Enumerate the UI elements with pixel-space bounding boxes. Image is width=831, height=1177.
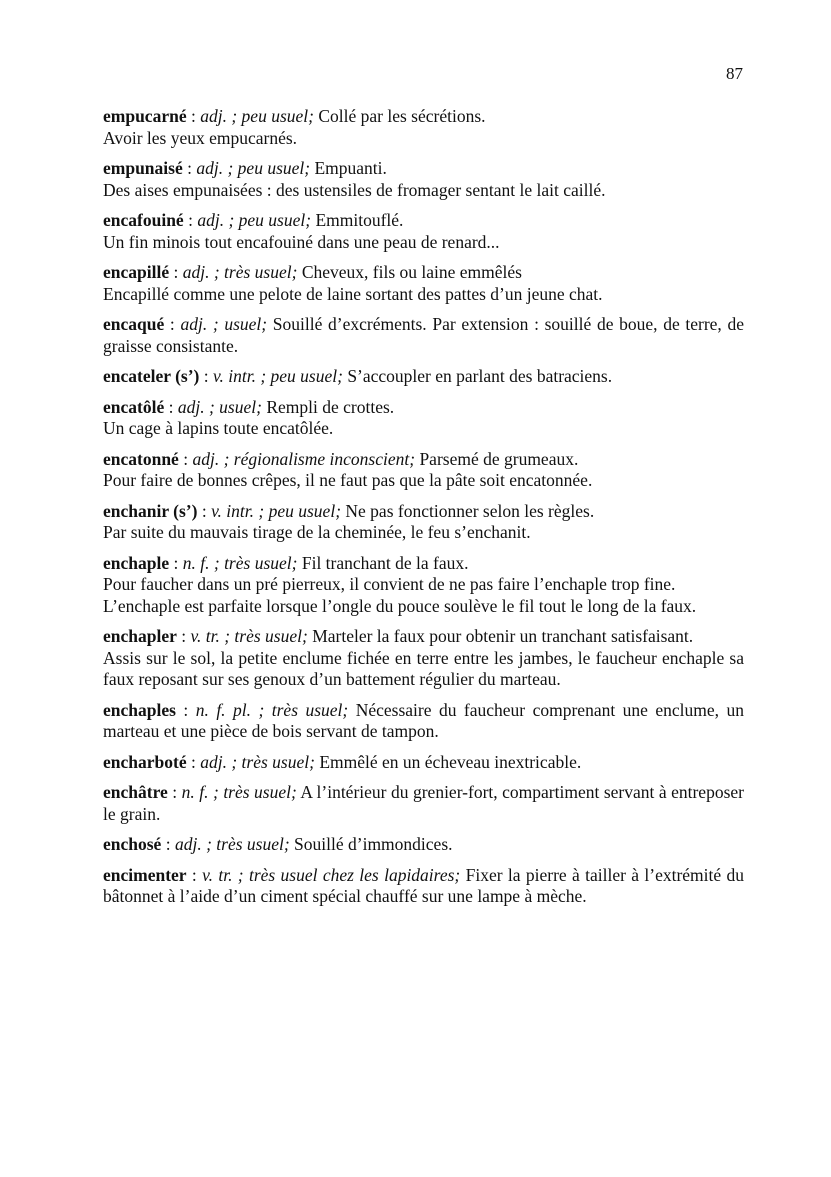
entry-headword: encharboté [103, 751, 187, 772]
entry-grammar: v. tr. ; très usuel; [190, 626, 308, 646]
entry-headword: encafouiné [103, 210, 184, 230]
entry-example: Assis sur le sol, la petite enclume fichée en terre entre les jambes, le faucheur enchaple sa faux reposant sur ses genoux d’un battement régulier du marteau. [103, 647, 744, 689]
entry-grammar: adj. ; peu usuel; [197, 210, 312, 230]
page-number: 87 [726, 64, 743, 83]
entry-grammar: v. intr. ; peu usuel; [213, 366, 343, 386]
dictionary-entry: encafouiné : adj. ; peu usuel; Emmitouflé. Un fin minois tout encafouiné dans une peau de renard... [103, 210, 744, 253]
entry-example: Avoir les yeux empucarnés. [103, 127, 298, 148]
entry-headword: encapillé [103, 262, 170, 282]
dictionary-entry: encharboté : adj. ; très usuel; Emmêlé en un écheveau inextricable. [103, 751, 582, 772]
entry-definition: Parsemé de grumeaux. [419, 448, 579, 469]
entry-definition: Rempli de crottes. [266, 396, 395, 417]
dictionary-entry: encapillé : adj. ; très usuel; Cheveux, fils ou laine emmêlés Encapillé comme une pelote de laine sortant des pattes d’un jeune chat. [103, 262, 744, 305]
entry-headword: enchâtre [103, 782, 168, 802]
entry-headword: encateler (s’) [103, 366, 200, 386]
entry-headword: empucarné [103, 106, 187, 126]
entry-example: Un fin minois tout encafouiné dans une peau de renard... [103, 231, 500, 252]
dictionary-entry: enchanir (s’) : v. intr. ; peu usuel; Ne pas fonctionner selon les règles. Par suite du mauvais tirage de la cheminée, le feu s’enchanit. [103, 501, 744, 544]
entry-definition: Emmitouflé. [315, 210, 404, 230]
entry-headword: encimenter [103, 864, 187, 885]
dictionary-entry: enchaple : n. f. ; très usuel; Fil tranchant de la faux. Pour faucher dans un pré pierreux, il convient de ne pas faire l’enchaple trop fine. L’enchaple est parfaite lorsque l’ongle du pouce soulève le fil tout le long de la faux. [103, 553, 744, 618]
entry-grammar: adj. ; peu usuel; [196, 158, 311, 178]
dictionary-entry: encateler (s’) : v. intr. ; peu usuel; S’accoupler en parlant des batraciens. [103, 366, 613, 386]
entry-grammar: adj. ; usuel; [180, 314, 268, 334]
entry-grammar: adj. ; régionalisme inconscient; [192, 448, 416, 469]
entry-grammar: n. f. ; très usuel; [182, 552, 298, 573]
entry-headword: enchosé [103, 834, 162, 854]
entry-headword: encatonné [103, 448, 179, 469]
entry-definition: A l’intérieur du grenier-fort, compartiment servant à entreposer le grain. [103, 782, 744, 824]
entry-example: Des aises empunaisées : des ustensiles de fromager sentant le lait caillé. [103, 179, 606, 200]
entry-headword: encatôlé [103, 396, 165, 417]
entry-grammar: adj. ; très usuel; [174, 834, 290, 854]
entry-grammar: v. tr. ; très usuel chez les lapidaires; [202, 864, 461, 885]
entry-example: Pour faucher dans un pré pierreux, il convient de ne pas faire l’enchaple trop fine. [103, 574, 676, 594]
entry-definition: Nécessaire du faucheur comprenant une enclume, un marteau et une pièce de bois servant de tampon. [103, 699, 745, 741]
entry-grammar: adj. ; très usuel; [182, 262, 298, 282]
entry-definition: Ne pas fonctionner selon les règles. [345, 500, 595, 521]
entry-list [103, 106, 744, 917]
entry-definition: Fixer la pierre à tailler à l’extrémité du bâtonnet à l’aide d’un ciment spécial chauffé sur une lampe à mèche. [103, 864, 745, 906]
entry-definition: Marteler la faux pour obtenir un tranchant satisfaisant. [312, 626, 694, 646]
entry-definition: Empuanti. [314, 158, 387, 178]
entry-grammar: adj. ; peu usuel; [200, 106, 314, 126]
entry-grammar: v. intr. ; peu usuel; [211, 500, 342, 521]
dictionary-entry: encatôlé : adj. ; usuel; Rempli de crottes. Un cage à lapins toute encatôlée. [103, 397, 744, 440]
entry-definition: Collé par les sécrétions. [318, 106, 486, 126]
entry-definition: S’accoupler en parlant des batraciens. [347, 366, 613, 386]
dictionary-entry: empucarné : adj. ; peu usuel; Collé par les sécrétions. Avoir les yeux empucarnés. [103, 106, 744, 149]
entry-grammar: n. f. pl. ; très usuel; [195, 699, 349, 720]
dictionary-entry: empunaisé : adj. ; peu usuel; Empuanti. Des aises empunaisées : des ustensiles de fromager sentant le lait caillé. [103, 158, 744, 201]
entry-example: Par suite du mauvais tirage de la cheminée, le feu s’enchanit. [103, 522, 531, 542]
dictionary-entry: enchâtre : n. f. ; très usuel; A l’intérieur du grenier-fort, compartiment servant à entreposer le grain. [103, 782, 744, 824]
entry-example: Un cage à lapins toute encatôlée. [103, 418, 334, 438]
entry-grammar: adj. ; très usuel; [200, 751, 315, 772]
entry-definition: Souillé d’immondices. [294, 834, 453, 854]
entry-example: Pour faire de bonnes crêpes, il ne faut pas que la pâte soit encatonnée. [103, 470, 593, 490]
dictionary-entry: encatonné : adj. ; régionalisme inconscient; Parsemé de grumeaux. Pour faire de bonnes crêpes, il ne faut pas que la pâte soit encatonnée. [103, 449, 744, 492]
entry-example: Encapillé comme une pelote de laine sortant des pattes d’un jeune chat. [103, 283, 603, 304]
entry-headword: empunaisé [103, 158, 183, 178]
dictionary-entry: encaqué : adj. ; usuel; Souillé d’excréments. Par extension : souillé de boue, de terre, de graisse consistante. [103, 314, 744, 356]
entry-definition: Fil tranchant de la faux. [301, 552, 469, 573]
entry-definition: Emmêlé en un écheveau inextricable. [319, 751, 582, 772]
dictionary-entry: enchapler : v. tr. ; très usuel; Marteler la faux pour obtenir un tranchant satisfaisant. Assis sur le sol, la petite enclume fichée en terre entre les jambes, le faucheur enchaple sa faux reposant sur ses genoux d’un battement régulier du marteau. [103, 626, 744, 689]
entry-headword: enchaples [103, 699, 176, 720]
entry-grammar: n. f. ; très usuel; [181, 782, 297, 802]
entry-headword: enchanir (s’) [103, 500, 198, 521]
entry-headword: enchaple [103, 552, 170, 573]
entry-example: L’enchaple est parfaite lorsque l’ongle du pouce soulève le fil tout le long de la faux. [103, 595, 697, 616]
dictionary-entry: enchaples : n. f. pl. ; très usuel; Nécessaire du faucheur comprenant une enclume, un marteau et une pièce de bois servant de tampon. [103, 699, 745, 741]
entry-definition: Cheveux, fils ou laine emmêlés [301, 262, 522, 282]
entry-headword: enchapler [103, 626, 177, 646]
dictionary-entry: enchosé : adj. ; très usuel; Souillé d’immondices. [103, 834, 453, 854]
dictionary-entry: encimenter : v. tr. ; très usuel chez les lapidaires; Fixer la pierre à tailler à l’extrémité du bâtonnet à l’aide d’un ciment spécial chauffé sur une lampe à mèche. [103, 864, 745, 906]
entry-definition: Souillé d’excréments. Par extension : souillé de boue, de terre, de graisse consistante. [103, 314, 744, 356]
entry-grammar: adj. ; usuel; [177, 396, 262, 417]
entry-headword: encaqué [103, 314, 165, 334]
